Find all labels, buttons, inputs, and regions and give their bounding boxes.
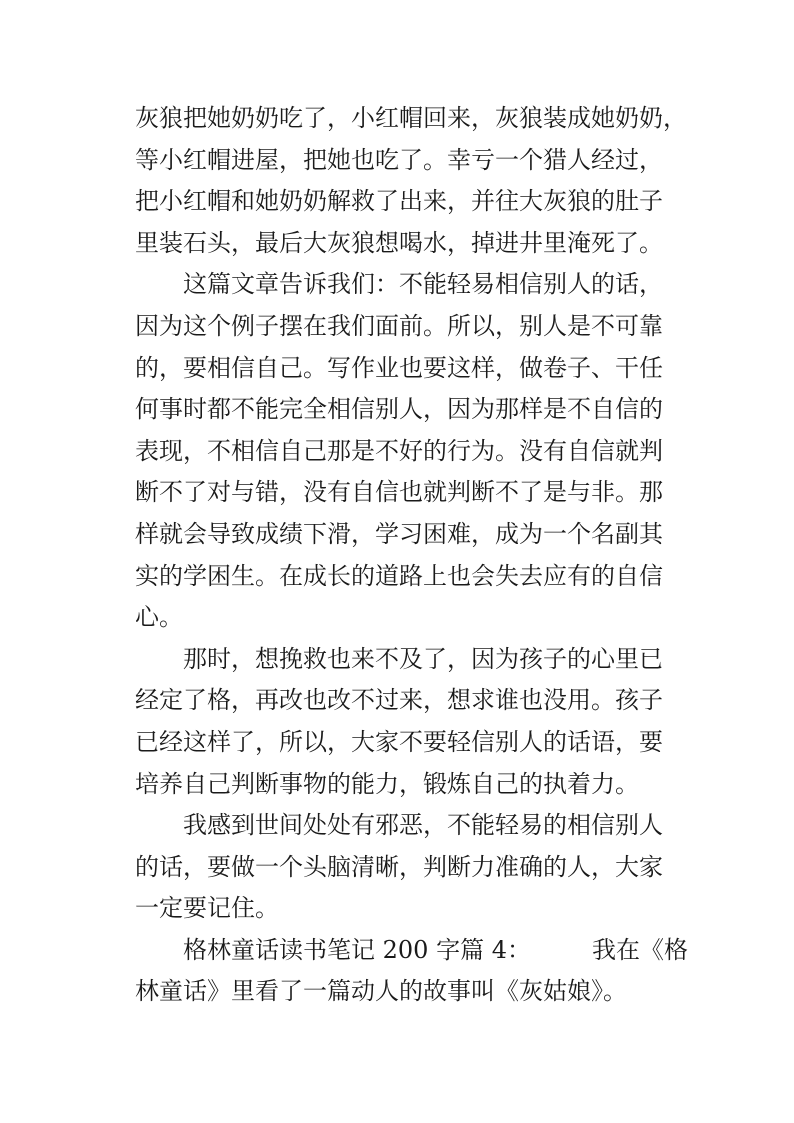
paragraph-2: [135, 264, 675, 638]
paragraph-1-line-1: 灰狼把她奶奶吃了，小红帽回来，灰狼装成她奶奶，: [135, 104, 687, 132]
paragraph-3: [135, 639, 675, 805]
paragraph-2-line-2: 因为这个例子摆在我们面前。所以，别人是不可靠: [135, 311, 663, 340]
paragraph-4-line-1: 我感到世间处处有邪恶，不能轻易的相信别人: [183, 811, 663, 840]
paragraph-2-line-4: 何事时都不能完全相信别人，因为那样是不自信的: [135, 395, 663, 424]
paragraph-5-line-1: 格林童话读书笔记 200 字篇 4： 我在《格: [183, 935, 688, 964]
paragraph-2-line-6: 断不了对与错，没有自信也就判断不了是与非。那: [135, 478, 663, 507]
paragraph-1-line-4: 里装石头，最后大灰狼想喝水，掉进井里淹死了。: [135, 228, 663, 257]
paragraph-4-line-2: 的话，要做一个头脑清晰，判断力准确的人，大家: [135, 852, 663, 881]
document-body: [135, 98, 688, 1013]
paragraph-1-line-2: 等小红帽进屋，把她也吃了。幸亏一个猎人经过，: [135, 145, 663, 174]
paragraph-5-line-2: 林童话》里看了一篇动人的故事叫《灰姑娘》。: [135, 977, 627, 1006]
paragraph-2-line-5: 表现，不相信自己那是不好的行为。没有自信就判: [135, 436, 663, 465]
paragraph-3-line-1: 那时，想挽救也来不及了，因为孩子的心里已: [183, 644, 663, 673]
paragraph-3-line-2: 经定了格，再改也改不过来，想求谁也没用。孩子: [135, 686, 663, 715]
paragraph-3-line-4: 培养自己判断事物的能力，锻炼自己的执着力。: [135, 769, 639, 798]
paragraph-3-line-3: 已经这样了，所以，大家不要轻信别人的话语，要: [135, 727, 663, 756]
paragraph-1-line-3: 把小红帽和她奶奶解救了出来，并往大灰狼的肚子: [135, 187, 663, 216]
paragraph-1: [135, 98, 687, 264]
paragraph-4: [135, 805, 675, 930]
paragraph-2-line-7: 样就会导致成绩下滑，学习困难，成为一个名副其: [135, 519, 663, 548]
paragraph-4-line-3: 一定要记住。: [135, 894, 279, 923]
paragraph-2-line-9: 心。: [135, 603, 183, 632]
paragraph-5: [135, 930, 688, 1013]
paragraph-2-line-8: 实的学困生。在成长的道路上也会失去应有的自信: [135, 561, 663, 590]
paragraph-2-line-1: 这篇文章告诉我们：不能轻易相信别人的话，: [183, 270, 663, 299]
paragraph-2-line-3: 的，要相信自己。写作业也要这样，做卷子、干任: [135, 353, 663, 382]
